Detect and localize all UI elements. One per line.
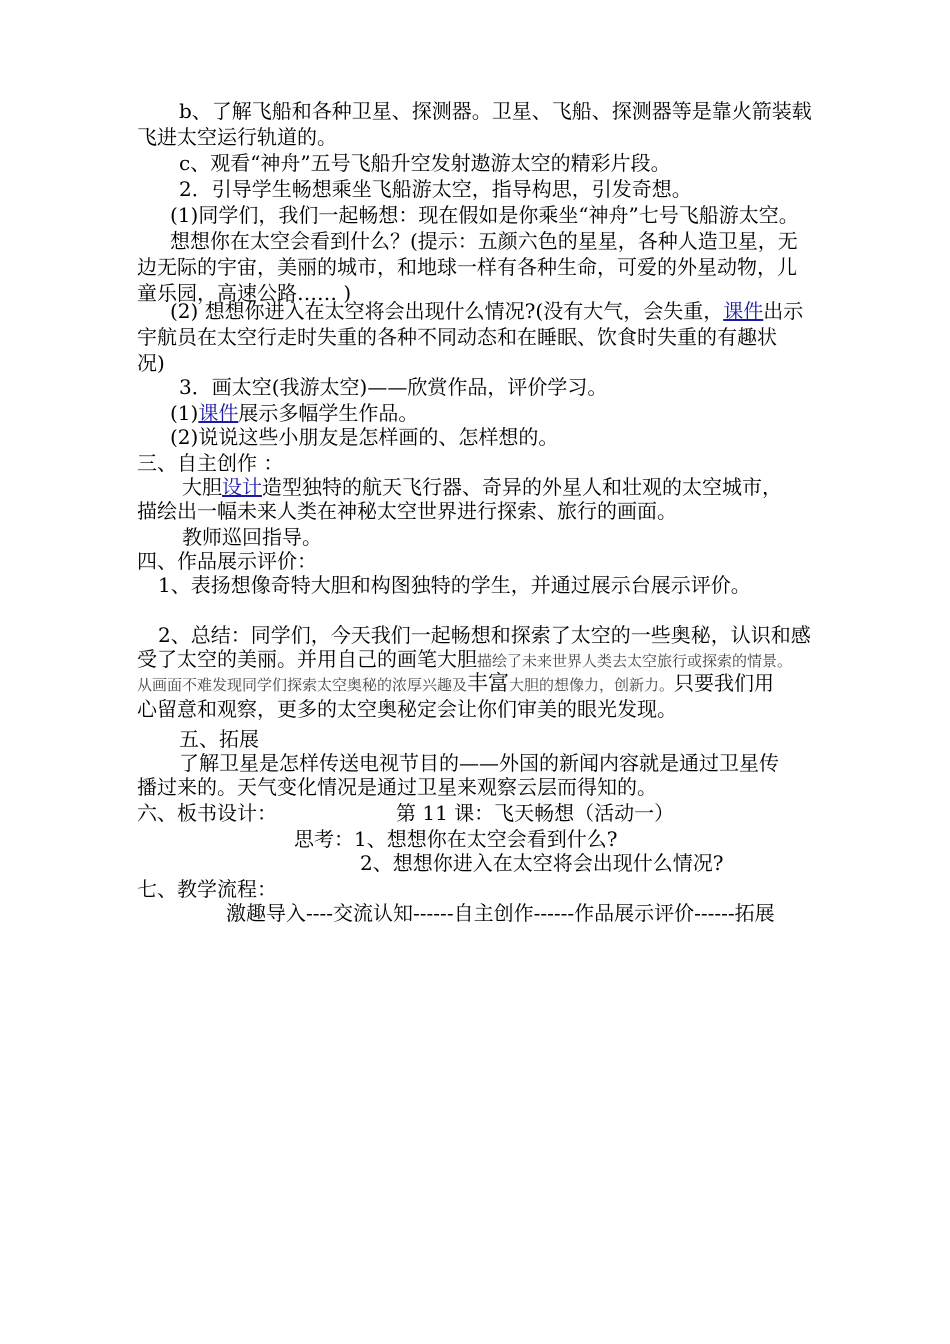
text-line: 宇航员在太空行走时失重的各种不同动态和在睡眠、饮食时失重的有趣状 (137, 325, 777, 349)
text-line (170, 400, 418, 426)
design-link[interactable]: 设计 (222, 475, 262, 499)
text-line: 童乐园，高速公路…… ) (137, 281, 352, 305)
text-line: 况) (137, 351, 165, 375)
text-line: 心留意和观察，更多的太空奥秘定会让你们审美的眼光发现。 (137, 697, 677, 721)
text-line (137, 670, 774, 698)
text-line: (2)说说这些小朋友是怎样画的、怎样想的。 (170, 425, 559, 449)
text-span: 只要我们用 (674, 671, 775, 695)
text-span: 受了太空的美丽。并用自己的画笔大胆 (137, 647, 477, 671)
courseware-link[interactable]: 课件 (723, 299, 764, 323)
text-line: 飞进太空运行轨道的。 (137, 125, 337, 149)
board-title: 第 11 课：飞天畅想（活动一） (396, 801, 675, 825)
text-span: (2) 想想你进入在太空将会出现什么情况?(没有大气，会失重， (170, 299, 724, 323)
text-line: c、观看“神舟”五号飞船升空发射遨游太空的精彩片段。 (179, 151, 671, 175)
text-span-small: 从画面不难发现同学们探索太空奥秘的浓厚兴趣及 (137, 676, 468, 694)
text-span: 造型独特的航天飞行器、奇异的外星人和壮观的太空城市， (262, 475, 782, 499)
text-span: 丰富 (467, 671, 510, 695)
text-span: (1) (170, 401, 199, 425)
section-heading: 六、板书设计： (137, 801, 277, 825)
text-line: 2、想想你进入在太空将会出现什么情况? (360, 851, 724, 875)
text-line: 1、表扬想像奇特大胆和构图独特的学生，并通过展示台展示评价。 (158, 573, 751, 597)
text-line: b、了解飞船和各种卫星、探测器。卫星、飞船、探测器等是靠火箭装载 (179, 99, 812, 123)
text-span: 展示多幅学生作品。 (238, 401, 419, 425)
text-line: 教师巡回指导。 (182, 525, 322, 549)
text-line: 想想你在太空会看到什么？(提示：五颜六色的星星，各种人造卫星，无 (170, 229, 798, 253)
section-heading: 七、教学流程： (137, 877, 277, 901)
text-line: 描绘出一幅未来人类在神秘太空世界进行探索、旅行的画面。 (137, 499, 677, 523)
section-heading: 五、拓展 (179, 727, 259, 751)
section-heading: 四、作品展示评价： (137, 549, 317, 573)
text-span-small: 大胆的想像力，创新力。 (509, 676, 675, 694)
text-span: 大胆 (182, 475, 222, 499)
text-line: 边无际的宇宙，美丽的城市，和地球一样有各种生命，可爱的外星动物，儿 (137, 255, 797, 279)
text-line: (1)同学们，我们一起畅想：现在假如是你乘坐“神舟”七号飞船游太空。 (170, 203, 799, 227)
text-line (170, 298, 803, 324)
text-line: 3．画太空(我游太空)——欣赏作品，评价学习。 (179, 375, 608, 399)
text-span: 出示 (763, 299, 804, 323)
courseware-link[interactable]: 课件 (198, 401, 239, 425)
text-line: 播过来的。天气变化情况是通过卫星来观察云层而得知的。 (137, 775, 657, 799)
text-line (182, 474, 782, 500)
text-line: 思考：1、想想你在太空会看到什么? (294, 827, 618, 851)
section-heading: 三、自主创作 ： (137, 451, 284, 475)
text-line: 2、总结：同学们，今天我们一起畅想和探索了太空的一些奥秘，认识和感 (158, 623, 811, 647)
flow-line: 激趣导入----交流认知------自主创作------作品展示评价------拓展 (226, 901, 775, 925)
text-line: 2．引导学生畅想乘坐飞船游太空，指导构思，引发奇想。 (179, 177, 692, 201)
text-span-small: 描绘了未来世界人类去太空旅行或探索的情景。 (477, 652, 793, 670)
text-line: 了解卫星是怎样传送电视节目的——外国的新闻内容就是通过卫星传 (179, 751, 779, 775)
